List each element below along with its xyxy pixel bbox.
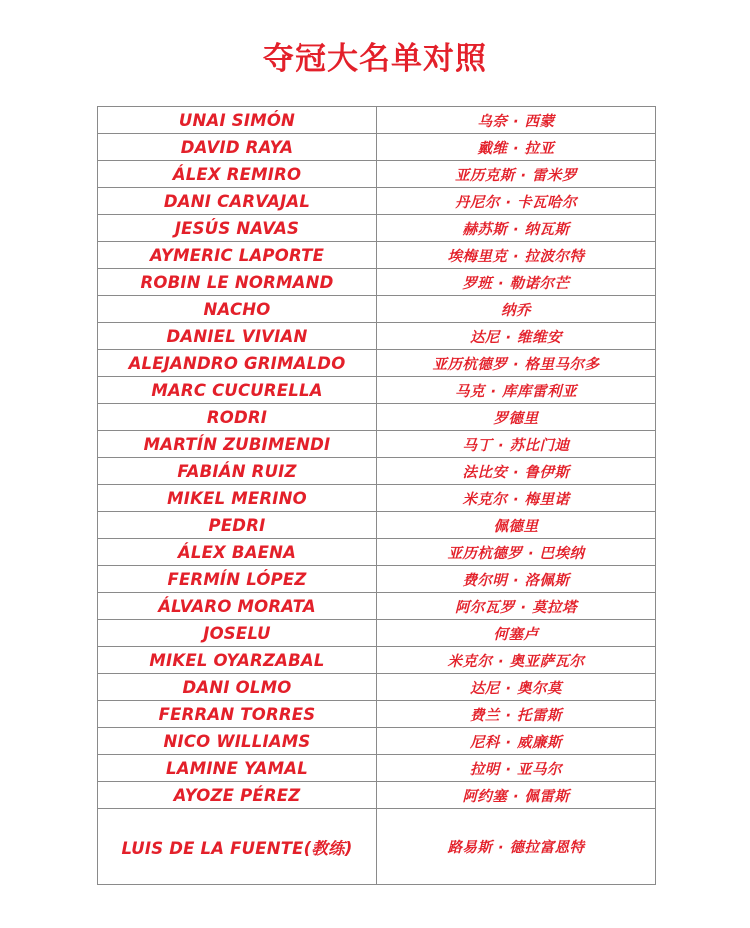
roster-body [98,107,656,885]
player-row [98,377,656,404]
player-name-chinese: 尼科 · 威廉斯 [377,728,656,755]
player-name-english: NICO WILLIAMS [98,728,377,755]
player-name-chinese: 赫苏斯 · 纳瓦斯 [377,215,656,242]
player-name-english: DAVID RAYA [98,134,377,161]
player-name-chinese: 亚历杭德罗 · 巴埃纳 [377,539,656,566]
player-row [98,404,656,431]
player-name-chinese: 亚历杭德罗 · 格里马尔多 [377,350,656,377]
player-name-english: ÁLEX BAENA [98,539,377,566]
roster-table [97,106,656,885]
player-name-chinese: 费兰 · 托雷斯 [377,701,656,728]
player-row [98,323,656,350]
player-row [98,566,656,593]
player-name-english: ÁLEX REMIRO [98,161,377,188]
player-name-chinese: 戴维 · 拉亚 [377,134,656,161]
player-row [98,755,656,782]
player-row [98,215,656,242]
player-name-english: JOSELU [98,620,377,647]
player-row [98,593,656,620]
player-name-chinese: 阿约塞 · 佩雷斯 [377,782,656,809]
player-name-english: NACHO [98,296,377,323]
player-name-chinese: 何塞卢 [377,620,656,647]
player-name-chinese: 埃梅里克 · 拉波尔特 [377,242,656,269]
page-title: 夺冠大名单对照 [263,41,487,77]
player-row [98,701,656,728]
player-name-english: ÁLVARO MORATA [98,593,377,620]
player-name-english: FERRAN TORRES [98,701,377,728]
player-name-chinese: 马丁 · 苏比门迪 [377,431,656,458]
player-row [98,647,656,674]
player-name-chinese: 拉明 · 亚马尔 [377,755,656,782]
player-row [98,296,656,323]
player-name-english: ALEJANDRO GRIMALDO [98,350,377,377]
player-row [98,431,656,458]
player-name-english: DANI OLMO [98,674,377,701]
player-row [98,782,656,809]
player-name-english: ROBIN LE NORMAND [98,269,377,296]
player-name-chinese: 罗德里 [377,404,656,431]
player-row [98,485,656,512]
coach-row [98,809,656,885]
player-name-chinese: 米克尔 · 奥亚萨瓦尔 [377,647,656,674]
player-name-english: FABIÁN RUIZ [98,458,377,485]
player-row [98,539,656,566]
player-name-english: AYMERIC LAPORTE [98,242,377,269]
player-name-english: PEDRI [98,512,377,539]
player-name-chinese: 丹尼尔 · 卡瓦哈尔 [377,188,656,215]
player-name-english: AYOZE PÉREZ [98,782,377,809]
player-name-english: DANIEL VIVIAN [98,323,377,350]
player-row [98,107,656,134]
player-name-english: JESÚS NAVAS [98,215,377,242]
player-name-english: FERMÍN LÓPEZ [98,566,377,593]
player-row [98,458,656,485]
player-row [98,350,656,377]
player-row [98,620,656,647]
player-row [98,674,656,701]
player-name-chinese: 阿尔瓦罗 · 莫拉塔 [377,593,656,620]
player-name-chinese: 达尼 · 奥尔莫 [377,674,656,701]
player-name-chinese: 佩德里 [377,512,656,539]
player-name-english: MIKEL OYARZABAL [98,647,377,674]
player-row [98,134,656,161]
coach-name-english: LUIS DE LA FUENTE(教练) [98,809,377,885]
player-name-english: MARC CUCURELLA [98,377,377,404]
player-row [98,242,656,269]
player-name-english: RODRI [98,404,377,431]
player-row [98,728,656,755]
player-name-english: DANI CARVAJAL [98,188,377,215]
player-row [98,188,656,215]
player-name-chinese: 亚历克斯 · 雷米罗 [377,161,656,188]
player-row [98,161,656,188]
player-name-chinese: 达尼 · 维维安 [377,323,656,350]
player-name-chinese: 马克 · 库库雷利亚 [377,377,656,404]
coach-name-chinese: 路易斯 · 德拉富恩特 [377,809,656,885]
player-name-chinese: 费尔明 · 洛佩斯 [377,566,656,593]
player-name-chinese: 米克尔 · 梅里诺 [377,485,656,512]
player-name-english: LAMINE YAMAL [98,755,377,782]
player-name-english: MIKEL MERINO [98,485,377,512]
player-name-english: MARTÍN ZUBIMENDI [98,431,377,458]
player-name-english: UNAI SIMÓN [98,107,377,134]
player-name-chinese: 罗班 · 勒诺尔芒 [377,269,656,296]
player-name-chinese: 乌奈 · 西蒙 [377,107,656,134]
player-name-chinese: 法比安 · 鲁伊斯 [377,458,656,485]
player-row [98,269,656,296]
player-row [98,512,656,539]
player-name-chinese: 纳乔 [377,296,656,323]
